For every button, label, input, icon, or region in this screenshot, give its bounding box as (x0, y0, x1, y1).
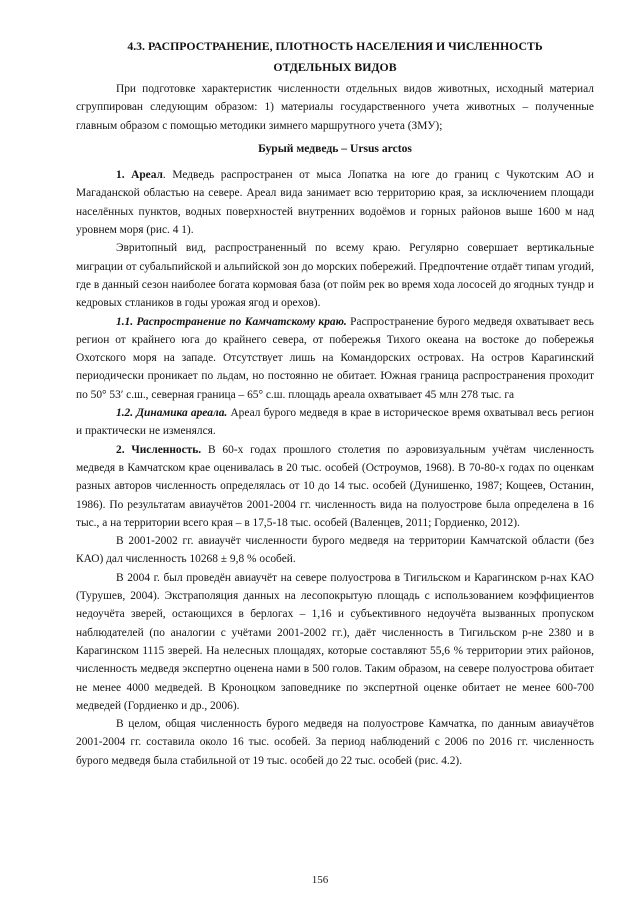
heading-line-1: 4.3. РАСПРОСТРАНЕНИЕ, ПЛОТНОСТЬ НАСЕЛЕНИЯ И ЧИСЛЕННОСТЬ (127, 39, 543, 53)
section-heading (76, 36, 594, 78)
range-text: . Медведь распространен от мыса Лопатка на юге до границ с Чукотским АО и Магаданской областью на севере. Ареал вида занимает всю территорию края, за исключением площади населённых пунктов, водных поверхностей внутренних водоёмов и горных районов выше 1600 м над уровнем моря (рис. 4 1). (76, 169, 594, 237)
range-dynamics-paragraph (76, 404, 594, 441)
abundance-paragraph (76, 441, 594, 532)
distribution-text: Распространение бурого медведя охватывает весь регион от крайнего юга до крайнего севера, от побережья Тихого океана на востоке до побережья Охотского моря на западе. Отсутствует лишь на Командорских островах. На остров Карагинский периодически проникает по льдам, но постоянно не обитает. Южная граница распространения проходит по 50° 53′ с.ш., северная граница – 65° с.ш. площадь ареала охватывает 45 млн 278 тыс. га (76, 315, 594, 401)
page-number: 156 (311, 874, 329, 886)
abundance-label: 2. Численность. (116, 443, 202, 456)
range-dynamics-text: Ареал бурого медведя в крае в историческое время охватывал весь регион и практически не изменялся. (76, 407, 594, 438)
range-dynamics-label: 1.2. Динамика ареала. (116, 407, 228, 420)
eurytopic-paragraph: Эвритопный вид, распространенный по всему краю. Регулярно совершает вертикальные миграции от субальпийской и альпийской зон до морских побережий. Предпочтение отдаёт типам угодий, где в данный сезон наиболее богата кормовая база (от пойм рек во время хода лососей до ягодных тундр и кедровых стлаников в годы урожая ягод и орехов). (76, 242, 594, 310)
heading-line-2: ОТДЕЛЬНЫХ ВИДОВ (273, 60, 397, 74)
range-paragraph (76, 166, 594, 239)
abundance-text: В 60-х годах прошлого столетия по аэровизуальным учётам численность медведя в Камчатском крае оценивалась в 20 тыс. особей (Остроумов, 1968). В 70-80-х годах по оценкам разных авторов численность определялась от 10 до 14 тыс. особей (Дунишенко, 1987; Кощеев, Останин, 1986). По результатам авиаучётов 2001-2004 гг. численность вида на полуострове была определена в 16 тыс., а на территории всего края – в 17,5-18 тыс. особей (Валенцев, 2011; Гордиенко, 2012). (76, 443, 594, 529)
species-title: Бурый медведь – Ursus arctos (258, 141, 412, 155)
survey-2001-paragraph: В 2001-2002 гг. авиаучёт численности бурого медведя на территории Камчатской области (без КАО) дал численность 10268 ± 9,8 % особей. (76, 535, 594, 566)
total-paragraph: В целом, общая численность бурого медведя на полуострове Камчатка, по данным авиаучётов 2001-2004 гг. составила около 16 тыс. особей. За период наблюдений с 2006 по 2016 гг. численность бурого медведя была стабильной от 19 тыс. особей до 22 тыс. особей (рис. 4.2). (76, 718, 594, 767)
range-label: 1. Ареал (116, 169, 163, 182)
distribution-paragraph (76, 313, 594, 404)
distribution-label: 1.1. Распространение по Камчатскому краю. (116, 315, 347, 328)
survey-2004-paragraph: В 2004 г. был проведён авиаучёт на севере полуострова в Тигильском и Карагинском р-нах КАО (Турушев, 2004). Экстраполяция данных на лесопокрытую площадь с использованием коэффициентов недоучёта зверей, остающихся в берлогах – 1,16 и субъективного недоучёта вызванных пропуском наблюдателей (по аналогии с учётами 2001-2002 гг.), даёт численность в Тигильском р-не 2380 и в Карагинском 1115 зверей. На нелесных площадях, которые составляют 55,6 % территории этих районов, численность медведя экспертно оценена нами в 500 голов. Таким образом, на севере полуострова обитает не менее 4000 медведей. В Кроноцком заповеднике по экспертной оценке обитает не менее 600-700 медведей (Гордиенко и др., 2006). (76, 571, 594, 712)
intro-paragraph: При подготовке характеристик численности отдельных видов животных, исходный материал сгруппирован следующим образом: 1) материалы государственного учета животных – полученные главным образом с помощью методики зимнего маршрутного учета (ЗМУ); (76, 83, 594, 132)
